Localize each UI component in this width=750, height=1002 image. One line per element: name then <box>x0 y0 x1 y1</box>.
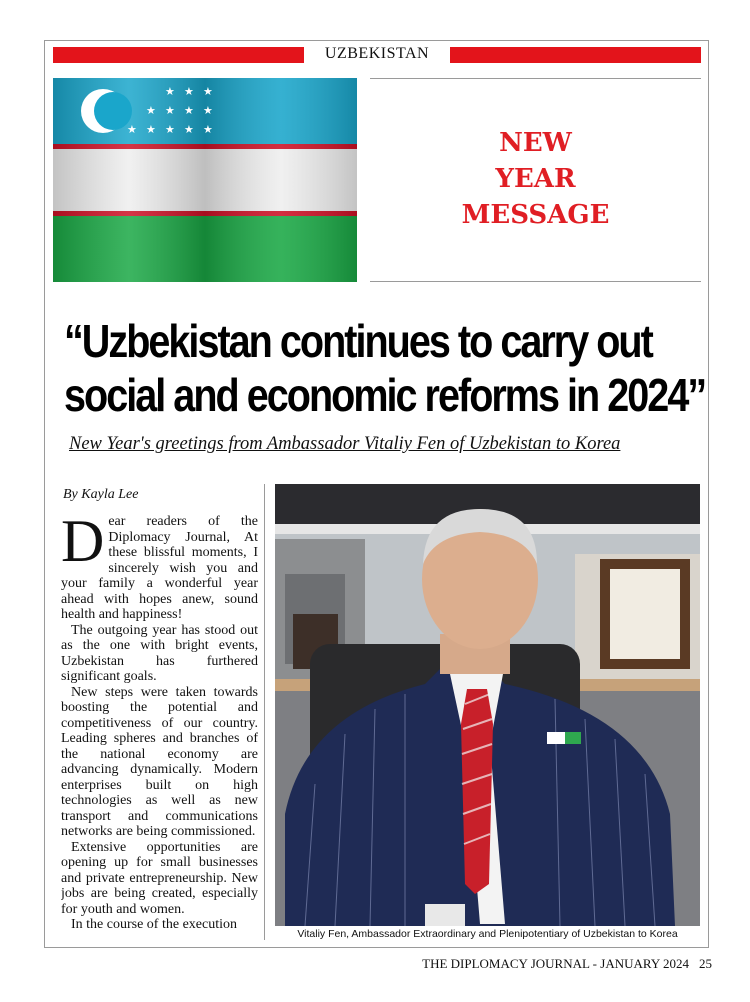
message-line-1: NEW <box>499 128 572 158</box>
byline: By Kayla Lee <box>63 487 139 502</box>
message-rule-bottom <box>370 281 701 282</box>
uzbekistan-flag-image <box>53 78 357 282</box>
svg-text:★: ★ <box>165 104 175 117</box>
svg-text:★: ★ <box>146 104 156 117</box>
message-line-3: MESSAGE <box>461 200 610 230</box>
svg-text:★: ★ <box>146 123 156 136</box>
drop-cap: D <box>61 514 105 574</box>
svg-text:★: ★ <box>165 85 175 98</box>
message-rule-top <box>370 78 701 79</box>
new-year-message-title <box>370 125 701 233</box>
svg-text:★: ★ <box>203 104 213 117</box>
page-number: 25 <box>699 956 712 971</box>
svg-text:★: ★ <box>203 85 213 98</box>
article-body <box>61 514 258 946</box>
paragraph-text: ear readers of the Diplomacy Journal, At these blissful moments, I sincerely wish you and your family a wonderful year ahead with hopes anew, sound health and happiness! <box>61 514 258 622</box>
article-headline <box>64 314 706 422</box>
ambassador-photo <box>275 484 700 926</box>
section-bar-right <box>450 47 701 63</box>
article-paragraph: In the course of the execution <box>71 917 237 932</box>
svg-text:★: ★ <box>184 85 194 98</box>
article-paragraph: New steps were taken towards boosting the potential and competitiveness of our country. Leading spheres and branches of the national economy are advancing dynamically. Modern enterprises built on high technologies as well as new transport and communications networks are being commissioned. <box>61 684 258 839</box>
section-header <box>53 46 701 64</box>
article-subhead: New Year's greetings from Ambassador Vitaliy Fen of Uzbekistan to Korea <box>69 434 621 454</box>
message-line-2: YEAR <box>495 164 576 194</box>
section-bar-left <box>53 47 304 63</box>
svg-text:★: ★ <box>184 104 194 117</box>
section-label: UZBEKISTAN <box>324 45 430 62</box>
article-paragraph <box>61 514 258 623</box>
photo-caption: Vitaliy Fen, Ambassador Extraordinary and Plenipotentiary of Uzbekistan to Korea <box>297 928 678 940</box>
svg-text:★: ★ <box>203 123 213 136</box>
column-divider <box>264 484 265 940</box>
headline-line-2: social and economic reforms in 2024” <box>64 369 706 421</box>
page-footer <box>300 956 712 972</box>
svg-text:★: ★ <box>184 123 194 136</box>
svg-text:★: ★ <box>165 123 175 136</box>
article-paragraph: Extensive opportunities are opening up for small businesses and private entrepreneurship. New jobs are being created, especially for youth and women. <box>61 839 258 917</box>
svg-text:★: ★ <box>127 123 137 136</box>
headline-line-1: “Uzbekistan continues to carry out <box>64 315 652 367</box>
article-paragraph: The outgoing year has stood out as the one with bright events, Uzbekistan has furthered significant goals. <box>61 622 258 684</box>
publication-name: THE DIPLOMACY JOURNAL - JANUARY 2024 <box>422 956 689 971</box>
